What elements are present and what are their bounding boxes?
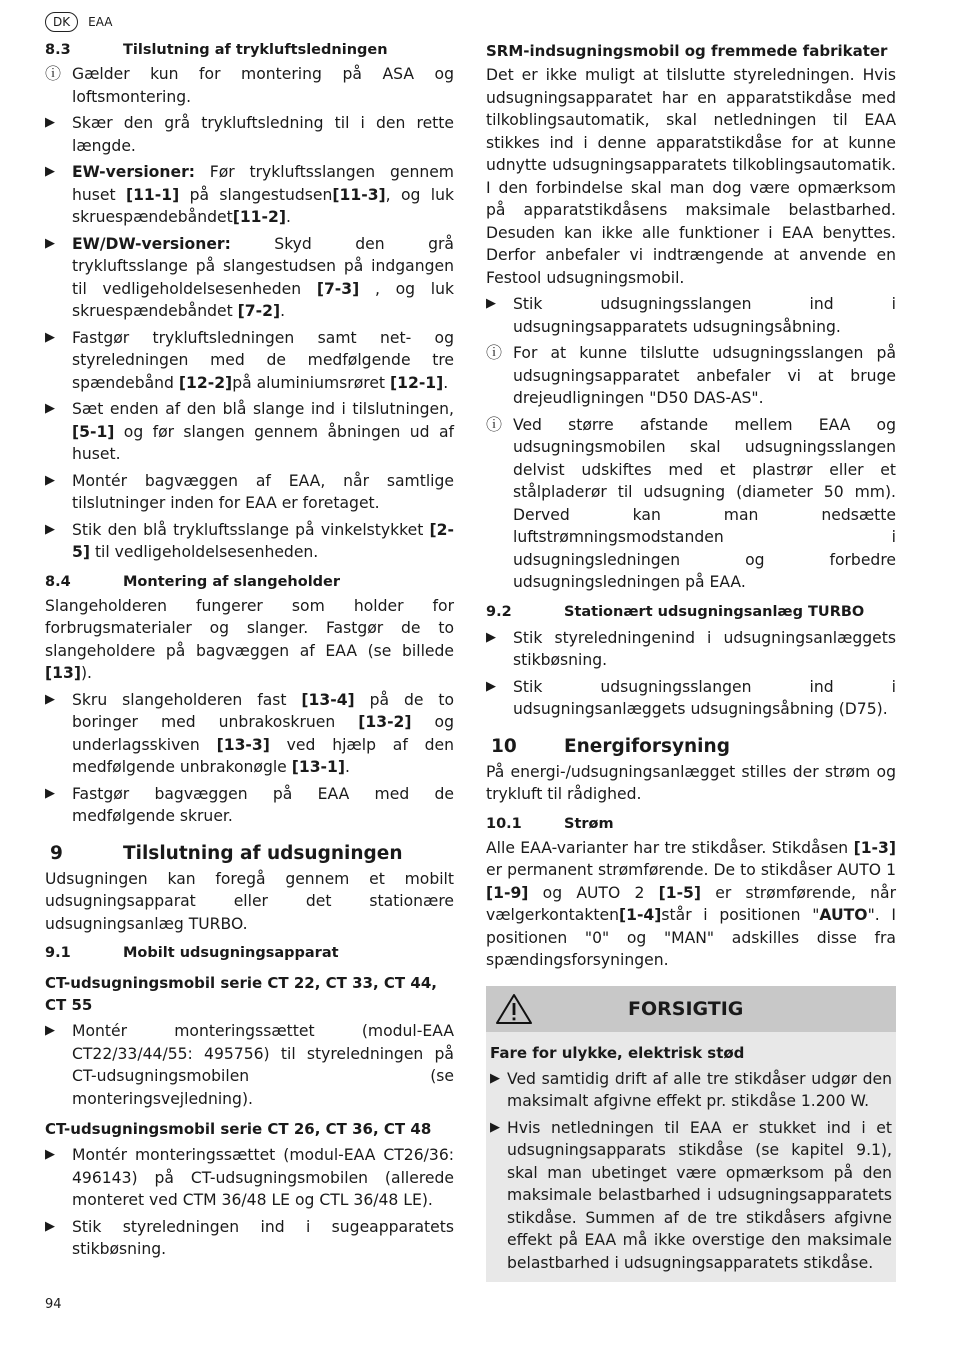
- bullet-arrow-icon: ▶: [45, 235, 55, 251]
- bullet-item: ▶ Stik styreledningenind i udsugningsanlæggets stikbøsning.: [486, 627, 896, 672]
- bullet-item: ▶ Ved samtidig drift af alle tre stikdåser udgør den maksimalt afgivne effekt pr. stikdåse 1.200 W.: [490, 1068, 892, 1113]
- bullet-arrow-icon: ▶: [45, 115, 55, 130]
- section-heading-9-1: 9.1 Mobilt udsugningsapparat: [45, 945, 339, 961]
- bullet-arrow-icon: ▶: [490, 1070, 500, 1086]
- bullet-item: ▶ Hvis netledningen til EAA er stukket ind i et udsugningsapparats stikdåse (se kapitel 9.1), skal man ubetinget være opmærksom på den maksimale belastbarhed i udsugningsapparatets stikdåse. Summen af de tre stikdåsers afgivne effekt på EAA må ikke overstige den maksimale belastbarhed i udsugningsapparatets stikdåse.: [490, 1117, 892, 1275]
- warning-box: [486, 986, 896, 1283]
- bullet-arrow-icon: ▶: [45, 785, 55, 801]
- paragraph: Alle EAA-varianter har tre stikdåser. Stikdåsen [1-3] er permanent strømførende. De to stikdåser AUTO 1 [1-9] og AUTO 2 [1-5] er strømførende, når vælgerkontakten[1-4]står i positionen "AUTO". I positionen "0" og "MAN" adskilles disse fra spændingsforsyningen.: [486, 838, 896, 969]
- chapter-heading-9: 9 Tilslutning af udsugningen: [50, 842, 403, 864]
- bullet-item: ▶ Sæt enden af den blå slange ind i tilslutningen,[5-1] og før slangen gennem åbningen ud af huset.: [45, 398, 454, 466]
- section-heading-8-4: 8.4 Montering af slangeholder: [45, 573, 341, 590]
- warning-title: FORSIGTIG: [628, 997, 744, 1020]
- section-heading-8-3: 8.3 Tilslutning af trykluftsledningen: [45, 42, 388, 58]
- paragraph: Udsugningen kan foregå gennem et mobilt udsugningsapparat eller det stationære udsugningsanlæg TURBO.: [45, 869, 454, 933]
- bullet-item: ▶ Skru slangeholderen fast [13-4] på de to boringer med unbrakoskruen [13-2] og underlagsskiven [13-3] ved hjælp af den medfølgende unbrakonøgle [13-1].: [45, 689, 454, 779]
- bullet-item: ▶ Stik den blå trykluftsslange på vinkelstykket [2-5] til vedligeholdelsesenheden.: [45, 519, 454, 564]
- info-item: ⓘ Gælder kun for montering på ASA og loftsmontering.: [45, 63, 454, 108]
- bullet-arrow-icon: ▶: [486, 296, 496, 311]
- left-column: [45, 40, 454, 1261]
- page-header: [45, 12, 112, 32]
- subheading: CT-udsugningsmobil serie CT 26, CT 36, CT 48: [45, 1120, 432, 1138]
- bullet-arrow-icon: ▶: [486, 629, 496, 645]
- subheading: SRM-indsugningsmobil og fremmede fabrikater: [486, 42, 888, 60]
- bullet-item: ▶ Fastgør trykluftsledningen samt net- og styreledningen med de medfølgende tre spændebånd [12-2]på aluminiumsrøret [12-1].: [45, 327, 454, 395]
- language-badge: DK: [45, 12, 78, 32]
- bullet-arrow-icon: ▶: [45, 691, 55, 707]
- info-icon: ⓘ: [486, 414, 503, 434]
- info-icon: ⓘ: [45, 64, 62, 83]
- bullet-arrow-icon: ▶: [486, 678, 496, 694]
- bullet-arrow-icon: ▶: [45, 401, 55, 416]
- warning-subheading: Fare for ulykke, elektrisk stød: [490, 1043, 745, 1062]
- bullet-item: ▶ Montér bagvæggen af EAA, når samtlige tilslutninger inden for EAA er foretaget.: [45, 470, 454, 515]
- warning-header: [486, 986, 896, 1032]
- info-icon: ⓘ: [486, 343, 503, 362]
- right-column: [486, 40, 896, 1282]
- info-item: ⓘ Ved større afstande mellem EAA og udsugningsmobilen skal udsugningsslangen delvist udskiftes med et plastrør eller et stålpladerør til udsugning (diameter 50 mm). Derved kan man nedsætte luftstrømningsmodstanden i udsugningsledningen og forbedre udsugningsledningen på EAA.: [486, 414, 896, 594]
- warning-triangle-icon: [494, 992, 534, 1026]
- bullet-arrow-icon: ▶: [45, 1023, 55, 1038]
- bullet-item: ▶ Stik udsugningsslangen ind i udsugningsanlæggets udsugningsåbning (D75).: [486, 676, 896, 721]
- paragraph: Det er ikke muligt at tilslutte styreledningen. Hvis udsugningsapparatet har en apparatstikdåse med tilkoblingsautomatik, skal netledningen til EAA stikkes ind i denne apparatstikdåse for at kunne udnytte udsugningsapparatets tilkoblingsautomatik. I den forbindelse skal man dog være opmærksom på apparatstikdåsens maksimale belastbarhed. Desuden kan ikke alle funktioner i EAA benyttes. Derfor anbefaler vi indtrængende at anvende en Festool udsugningsmobil.: [486, 66, 896, 287]
- bullet-item: ▶ EW/DW-versioner: Skyd den grå trykluftsslange på slangestudsen på indgangen til vedligeholdelsesenheden [7-3] , og luk skruespændebåndet [7-2].: [45, 233, 454, 323]
- bullet-arrow-icon: ▶: [45, 1218, 55, 1234]
- bullet-arrow-icon: ▶: [490, 1119, 500, 1135]
- bullet-item: ▶ Stik udsugningsslangen ind i udsugningsapparatets udsugningsåbning.: [486, 293, 896, 338]
- warning-body: [486, 1032, 896, 1283]
- section-heading-10-1: 10.1 Strøm: [486, 815, 614, 832]
- bullet-item: ▶ Stik styreledningen ind i sugeapparatets stikbøsning.: [45, 1216, 454, 1261]
- bullet-arrow-icon: ▶: [45, 329, 55, 345]
- page-number: 94: [45, 1297, 62, 1312]
- bullet-arrow-icon: ▶: [45, 1147, 55, 1162]
- section-heading-9-2: 9.2 Stationært udsugningsanlæg TURBO: [486, 603, 865, 620]
- bullet-item: ▶ Montér monteringssættet (modul-EAA CT22/33/44/55: 495756) til styreledningen på CT-udsugningsmobilen (se monteringsvejledning).: [45, 1020, 454, 1110]
- paragraph: Slangeholderen fungerer som holder for forbrugsmaterialer og slanger. Fastgør de to slangeholdere på bagvæggen af EAA (se billede [13]).: [45, 596, 454, 682]
- chapter-heading-10: 10 Energiforsyning: [491, 735, 730, 757]
- paragraph: På energi-/udsugningsanlægget stilles der strøm og trykluft til rådighed.: [486, 762, 896, 803]
- bullet-arrow-icon: ▶: [45, 521, 55, 537]
- bullet-arrow-icon: ▶: [45, 164, 55, 179]
- bullet-item: ▶ Montér monteringssættet (modul-EAA CT26/36: 496143) på CT-udsugningsmobilen (allerede monteret ved CTM 36/48 LE og CTL 36/48 LE).: [45, 1144, 454, 1212]
- info-item: ⓘ For at kunne tilslutte udsugningsslangen på udsugningsapparatet anbefaler vi at bruge drejeudligningen "D50 DAS-AS".: [486, 342, 896, 410]
- bullet-arrow-icon: ▶: [45, 472, 55, 488]
- bullet-item: ▶ Fastgør bagvæggen på EAA med de medfølgende skruer.: [45, 783, 454, 828]
- bullet-item: ▶ EW-versioner: Før trykluftsslangen gennem huset [11-1] på slangestudsen[11-3], og luk skruespændebåndet[11-2].: [45, 161, 454, 229]
- bullet-item: ▶ Skær den grå trykluftsledning til i den rette længde.: [45, 112, 454, 157]
- product-label: EAA: [88, 15, 113, 29]
- subheading: CT-udsugningsmobil serie CT 22, CT 33, CT 44, CT 55: [45, 974, 437, 1014]
